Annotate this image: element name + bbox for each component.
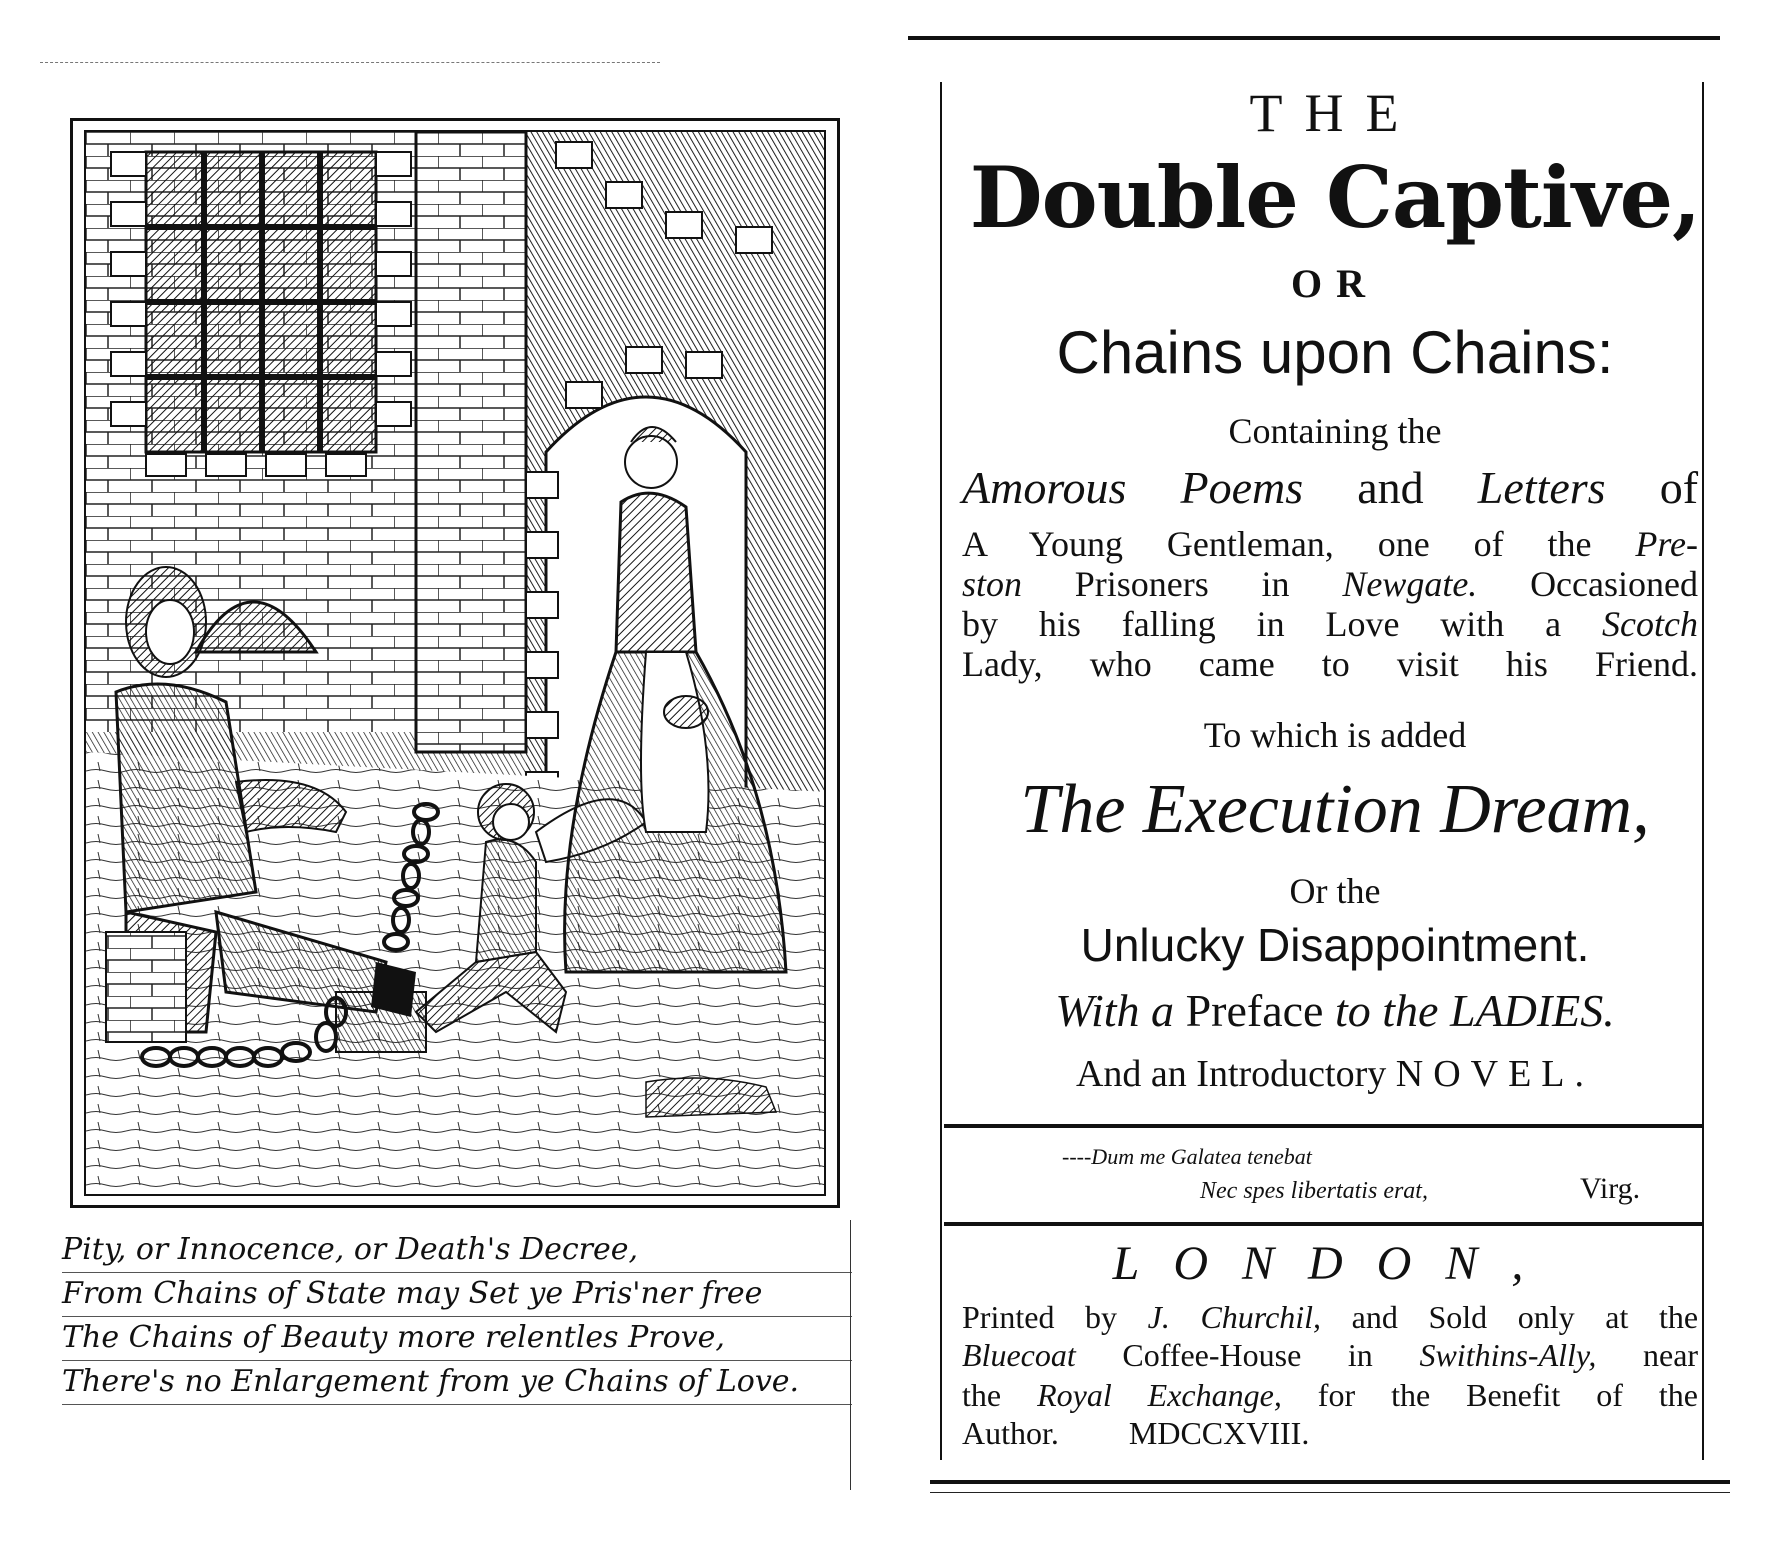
imprint-coffee-house: Coffee-House in (1122, 1337, 1373, 1373)
caption-line-1: Pity, or Innocence, or Death's Decree, (62, 1232, 639, 1267)
novel-intro: And an Introductory (1075, 1053, 1387, 1095)
preface-ladies: LADIES. (1449, 985, 1615, 1036)
desc-occasioned: Occasioned (1530, 564, 1698, 604)
desc-pre: Pre- (1635, 524, 1698, 564)
epigraph-rule-bottom (944, 1222, 1704, 1226)
caption-rule (62, 1404, 852, 1405)
unlucky-disappointment: Unlucky Disappointment. (1080, 919, 1590, 971)
imprint-line-3 (962, 1376, 1698, 1414)
imprint-line-1 (962, 1298, 1698, 1336)
novel-word: NOVEL. (1395, 1053, 1595, 1095)
desc-prisoners-in: Prisoners in (1074, 564, 1290, 604)
desc-of: of (1659, 462, 1699, 513)
bottom-rule-thin (930, 1492, 1730, 1493)
novel-line (900, 1052, 1770, 1096)
imprint-near: near (1642, 1337, 1699, 1373)
alternate-title: Chains upon Chains: (1056, 319, 1614, 386)
title-or: OR (1291, 261, 1379, 306)
desc-ston: ston (962, 564, 1023, 604)
desc-and: and (1357, 462, 1424, 513)
caption-line-3: The Chains of Beauty more relentles Prove, (62, 1320, 725, 1355)
desc-young-gentleman: A Young Gentleman, one of the (962, 524, 1592, 564)
title-page (900, 0, 1786, 1567)
execution-dream-title: The Execution Dream, (1020, 771, 1650, 848)
imprint-city: LONDON, (1112, 1237, 1558, 1290)
containing-line: Containing the (1228, 411, 1442, 451)
preface-to-the: to the (1334, 985, 1439, 1036)
imprint-line-2 (962, 1336, 1698, 1374)
imprint-sold: and Sold only at the (1351, 1299, 1699, 1335)
imprint-swithins-ally: Swithins-Ally, (1419, 1337, 1597, 1373)
imprint-royal-exchange: Royal Exchange, (1037, 1377, 1282, 1413)
imprint-printer: J. Churchil, (1147, 1299, 1322, 1335)
desc-newgate: Newgate. (1342, 564, 1478, 604)
description-line-4 (962, 604, 1698, 644)
imprint-benefit: for the Benefit of the (1317, 1377, 1699, 1413)
preface-word: Preface (1185, 985, 1324, 1036)
epigraph-line-1: ----Dum me Galatea tenebat (1062, 1144, 1312, 1169)
preface-with-a: With a (1055, 985, 1175, 1036)
page-mark (40, 62, 660, 64)
description-line-2 (962, 524, 1698, 564)
epigraph-attribution: Virg. (1580, 1172, 1641, 1205)
desc-amorous-poems: Amorous Poems (962, 462, 1304, 513)
prison-engraving (84, 130, 826, 1196)
top-rule (908, 36, 1720, 40)
imprint-author: Author. (962, 1415, 1059, 1451)
fetter-box (336, 992, 426, 1052)
brick-pillar (416, 132, 526, 752)
imprint-the: the (962, 1377, 1002, 1413)
caption-line-4: There's no Enlargement from ye Chains of Love. (62, 1364, 800, 1399)
desc-scotch: Scotch (1602, 604, 1699, 644)
desc-letters: Letters (1477, 462, 1606, 513)
caption-line-2: From Chains of State may Set ye Pris'ner free (62, 1276, 763, 1311)
to-which-added: To which is added (1203, 715, 1467, 755)
main-title: Double Captive, (969, 148, 1701, 247)
imprint-printed-by: Printed by (962, 1299, 1118, 1335)
frontispiece-page (0, 0, 880, 1567)
description-line-1 (962, 462, 1698, 514)
preface-line (900, 984, 1770, 1037)
imprint-date: MDCCXVIII. (1128, 1415, 1310, 1451)
imprint-line-4 (962, 1414, 1698, 1452)
or-the: Or the (1289, 871, 1381, 911)
description-line-5: Lady, who came to visit his Friend. (962, 644, 1698, 684)
bottom-rule (930, 1480, 1730, 1484)
title-the: THE (1249, 83, 1421, 143)
desc-falling-in-love: by his falling in Love with a (962, 604, 1562, 644)
epigraph-rule-top (944, 1124, 1704, 1128)
epigraph-line-2: Nec spes libertatis erat, (1200, 1178, 1428, 1204)
frontispiece-caption (62, 1228, 852, 1428)
page-edge-rule (850, 1220, 851, 1490)
engraving-illustration (86, 132, 826, 1196)
imprint-bluecoat: Bluecoat (962, 1337, 1076, 1373)
description-line-3 (962, 564, 1698, 604)
